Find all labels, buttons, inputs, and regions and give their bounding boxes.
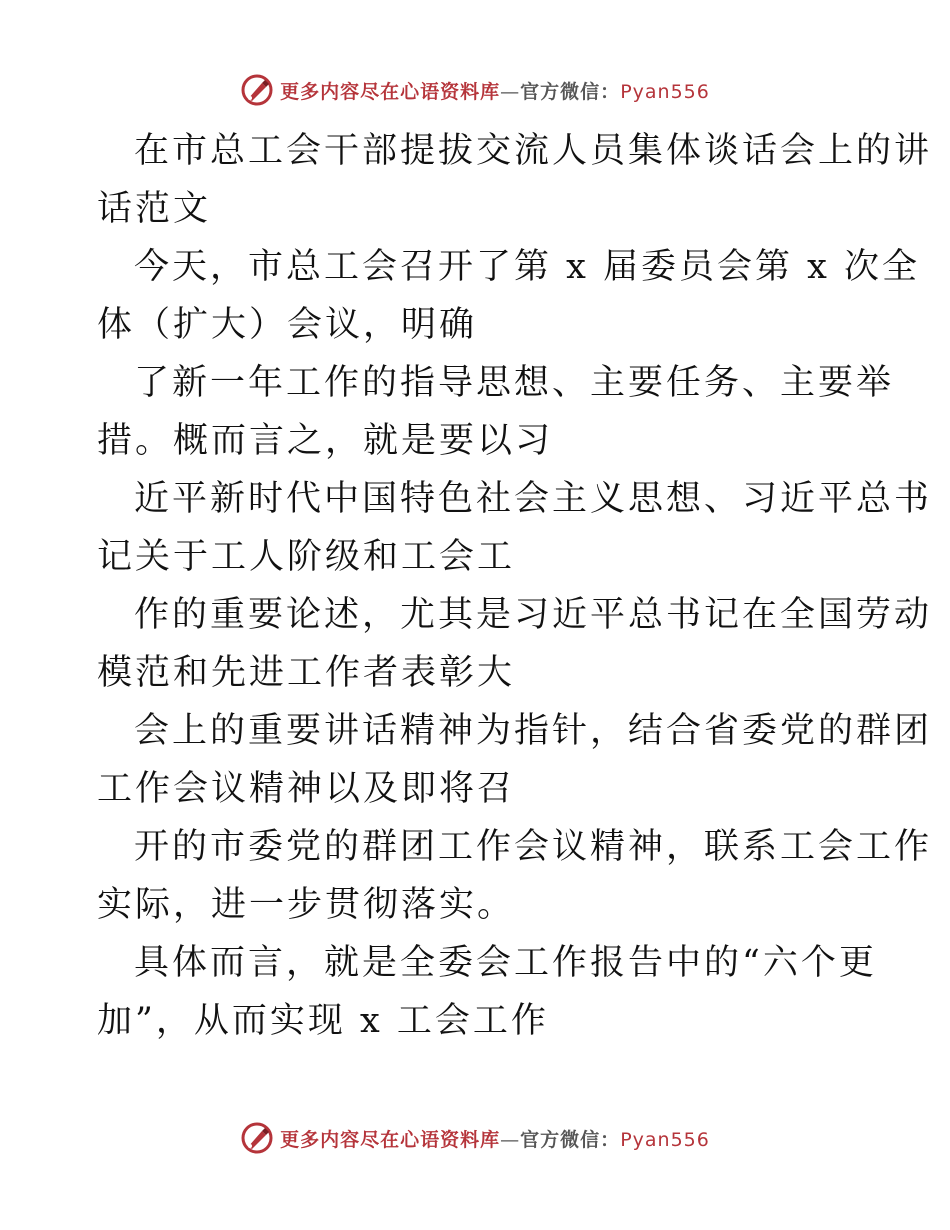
watermark-text bbox=[280, 77, 710, 104]
doc-line: 开的市委党的群团工作会议精神，联系工会工作 bbox=[134, 827, 933, 867]
watermark-dash: — bbox=[500, 1128, 521, 1151]
doc-line: 话范文 bbox=[97, 189, 212, 229]
doc-line: 工作会议精神以及即将召 bbox=[97, 769, 516, 809]
doc-line: 措。概而言之，就是要以习 bbox=[97, 421, 554, 461]
doc-line: 会上的重要讲话精神为指针，结合省委党的群团 bbox=[134, 711, 933, 751]
watermark-header bbox=[0, 70, 950, 110]
doc-line: 具体而言，就是全委会工作报告中的“六个更 bbox=[134, 943, 877, 983]
doc-line: 今天，市总工会召开了第 x 届委员会第 x 次全 bbox=[134, 247, 920, 287]
watermark-handle: Pyan556 bbox=[620, 1128, 710, 1151]
doc-line: 近平新时代中国特色社会主义思想、习近平总书 bbox=[134, 479, 933, 519]
watermark-label: 官方微信： bbox=[520, 1128, 621, 1151]
doc-line: 模范和先进工作者表彰大 bbox=[97, 653, 516, 693]
document-body bbox=[97, 122, 933, 1050]
doc-line: 实际，进一步贯彻落实。 bbox=[97, 885, 516, 925]
doc-line: 了新一年工作的指导思想、主要任务、主要举 bbox=[134, 363, 895, 403]
watermark-brand: 更多内容尽在心语资料库 bbox=[280, 1128, 501, 1151]
doc-line: 记关于工人阶级和工会工 bbox=[97, 537, 516, 577]
watermark-handle: Pyan556 bbox=[620, 80, 710, 103]
doc-line: 在市总工会干部提拔交流人员集体谈话会上的讲 bbox=[134, 131, 933, 171]
doc-line: 加”，从而实现 x 工会工作 bbox=[97, 1001, 549, 1041]
doc-line: 体（扩大）会议，明确 bbox=[97, 305, 478, 345]
watermark-footer bbox=[0, 1118, 950, 1158]
pen-logo-icon bbox=[240, 1121, 274, 1155]
doc-line: 作的重要论述，尤其是习近平总书记在全国劳动 bbox=[134, 595, 933, 635]
watermark-text bbox=[280, 1125, 710, 1152]
watermark-label: 官方微信： bbox=[520, 80, 621, 103]
pen-logo-icon bbox=[240, 73, 274, 107]
watermark-dash: — bbox=[500, 80, 521, 103]
watermark-brand: 更多内容尽在心语资料库 bbox=[280, 80, 501, 103]
